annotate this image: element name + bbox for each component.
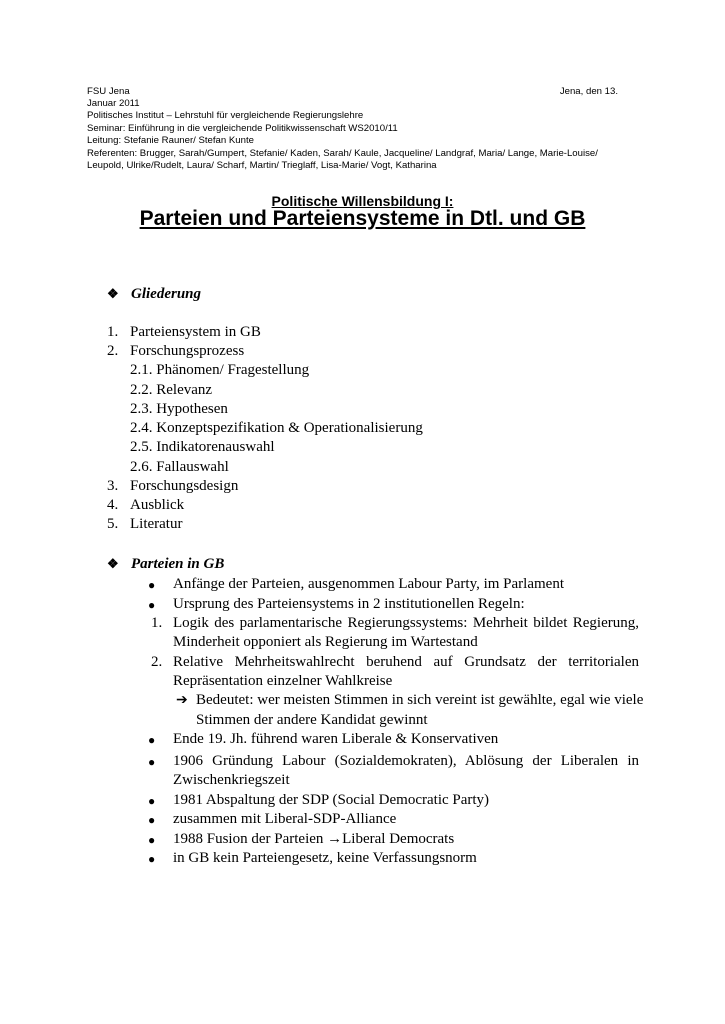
list-item: Forschungsdesign bbox=[130, 478, 239, 494]
header-month: Januar 2011 bbox=[87, 98, 140, 109]
list-number: 2. bbox=[107, 343, 119, 359]
section-heading-label: Parteien in GB bbox=[131, 556, 225, 572]
list-subitem: 2.6. Fallauswahl bbox=[130, 459, 229, 475]
list-item: Literatur bbox=[130, 516, 183, 532]
list-subitem: 2.4. Konzeptspezifikation & Operationalisierung bbox=[130, 420, 423, 436]
list-item: Parteiensystem in GB bbox=[130, 324, 261, 340]
list-number: 5. bbox=[107, 516, 119, 532]
header-date: Jena, den 13. bbox=[559, 86, 618, 97]
bullet-icon: ● bbox=[148, 598, 156, 612]
list-number: 1. bbox=[151, 615, 163, 631]
list-number: 1. bbox=[107, 324, 119, 340]
arrow-item-line: Bedeutet: wer meisten Stimmen in sich vereint ist gewählte, egal wie viele bbox=[196, 692, 644, 708]
numbered-item-line: Logik des parlamentarische Regierungssystems: Mehrheit bildet Regierung, bbox=[173, 615, 639, 631]
bullet-icon: ● bbox=[148, 852, 156, 866]
bullet-item: Ende 19. Jh. führend waren Liberale & Konservativen bbox=[173, 731, 499, 747]
header-referenten: Referenten: Brugger, Sarah/Gumpert, Stefanie/ Kaden, Sarah/ Kaule, Jacqueline/ Landgraf, Maria/ Lange, Marie-Louise/ bbox=[87, 148, 598, 159]
header-institute: Politisches Institut – Lehrstuhl für vergleichende Regierungslehre bbox=[87, 110, 364, 121]
section-heading-parteien bbox=[107, 556, 224, 573]
header-seminar: Seminar: Einführung in die vergleichende Politikwissenschaft WS2010/11 bbox=[87, 123, 398, 134]
header-referenten-cont: Leupold, Ulrike/Rudelt, Laura/ Scharf, Martin/ Trieglaff, Lisa-Marie/ Vogt, Katharina bbox=[87, 160, 437, 171]
list-item: Ausblick bbox=[130, 497, 185, 513]
document-title: Parteien und Parteiensysteme in Dtl. und GB bbox=[139, 207, 586, 230]
list-subitem: 2.2. Relevanz bbox=[130, 382, 213, 398]
list-item: Forschungsprozess bbox=[130, 343, 245, 359]
section-heading-gliederung bbox=[107, 286, 201, 303]
bullet-item: 1981 Abspaltung der SDP (Social Democratic Party) bbox=[173, 792, 490, 808]
bullet-item-line: Zwischenkriegszeit bbox=[173, 772, 290, 788]
diamond-bullet-icon: ❖ bbox=[107, 286, 119, 301]
bullet-icon: ● bbox=[148, 833, 156, 847]
bullet-icon: ● bbox=[148, 578, 156, 592]
numbered-item-line: Repräsentation einzelner Wahlkreise bbox=[173, 673, 393, 689]
bullet-item: Ursprung des Parteiensystems in 2 institutionellen Regeln: bbox=[173, 596, 525, 612]
bullet-item: in GB kein Parteiengesetz, keine Verfassungsnorm bbox=[173, 850, 477, 866]
list-subitem: 2.1. Phänomen/ Fragestellung bbox=[130, 362, 310, 378]
list-number: 2. bbox=[151, 654, 163, 670]
arrow-right-icon: ➔ bbox=[176, 693, 188, 708]
bullet-icon: ● bbox=[148, 813, 156, 827]
list-subitem: 2.5. Indikatorenauswahl bbox=[130, 439, 275, 455]
arrow-item-line: Stimmen der andere Kandidat gewinnt bbox=[196, 712, 428, 728]
diamond-bullet-icon: ❖ bbox=[107, 556, 119, 571]
bullet-item: 1988 Fusion der Parteien →Liberal Democrats bbox=[173, 831, 455, 847]
header-leitung: Leitung: Stefanie Rauner/ Stefan Kunte bbox=[87, 135, 254, 146]
list-number: 3. bbox=[107, 478, 119, 494]
list-subitem: 2.3. Hypothesen bbox=[130, 401, 228, 417]
document-subtitle: Politische Willensbildung I: bbox=[271, 193, 454, 209]
section-heading-label: Gliederung bbox=[131, 286, 202, 302]
bullet-icon: ● bbox=[148, 733, 156, 747]
header-institution: FSU Jena bbox=[87, 86, 130, 97]
bullet-icon: ● bbox=[148, 794, 156, 808]
list-number: 4. bbox=[107, 497, 119, 513]
bullet-item-line: 1906 Gründung Labour (Sozialdemokraten), Ablösung der Liberalen in bbox=[173, 753, 639, 769]
bullet-item: zusammen mit Liberal-SDP-Alliance bbox=[173, 811, 397, 827]
bullet-icon: ● bbox=[148, 755, 156, 769]
bullet-item: Anfänge der Parteien, ausgenommen Labour Party, im Parlament bbox=[173, 576, 564, 592]
numbered-item-line: Minderheit opponiert als Regierung im Wartestand bbox=[173, 634, 478, 650]
numbered-item-line: Relative Mehrheitswahlrecht beruhend auf Grundsatz der territorialen bbox=[173, 654, 639, 670]
